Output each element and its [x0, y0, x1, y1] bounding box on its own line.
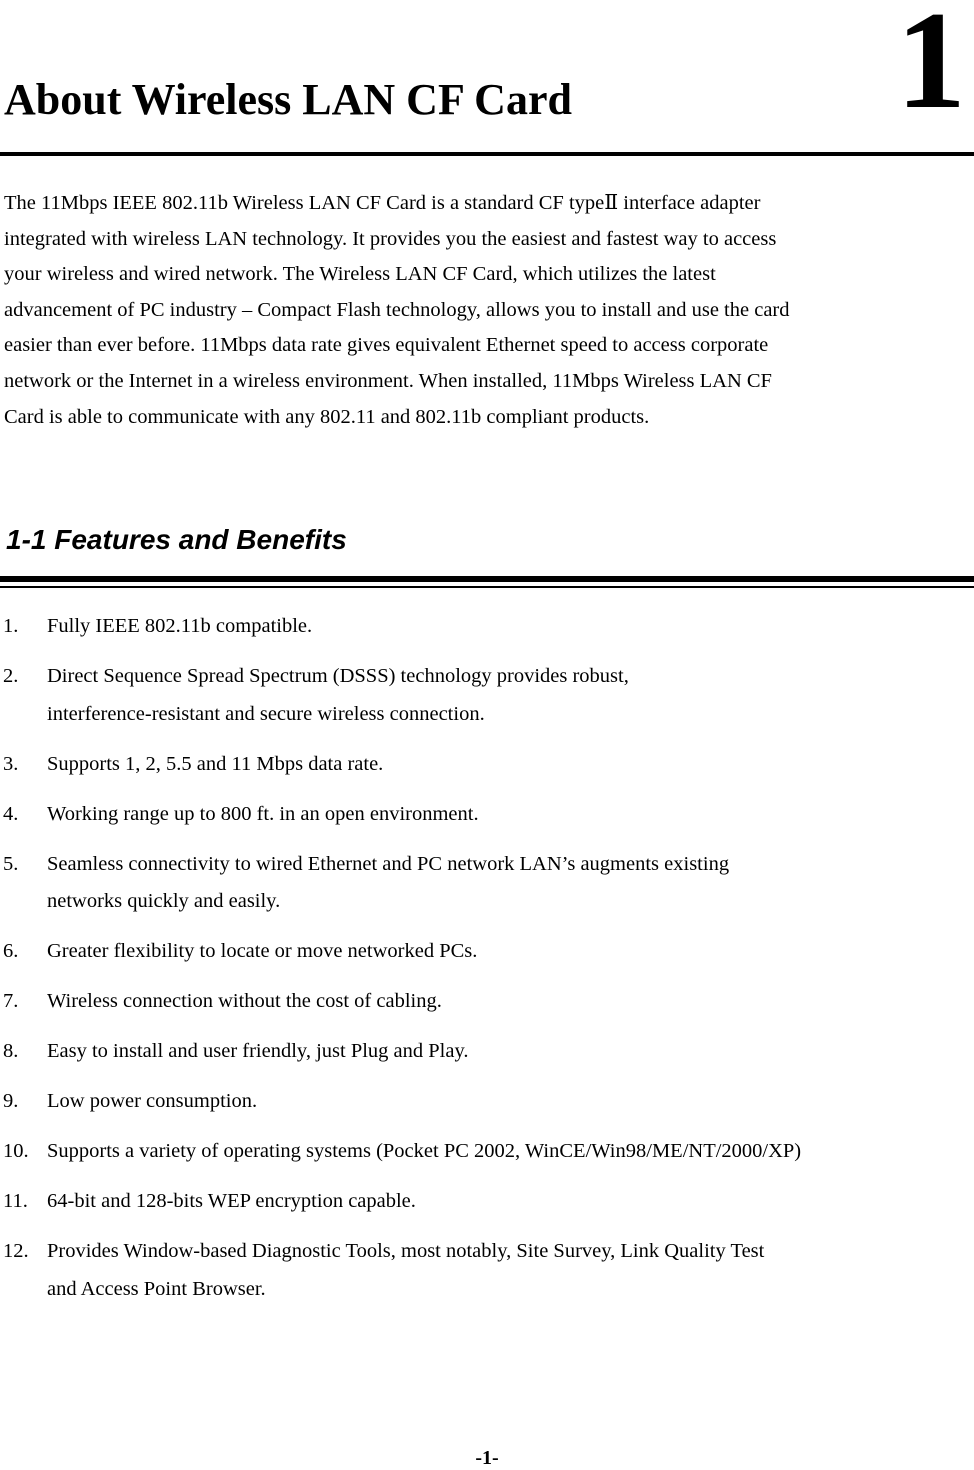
feature-number: 4.: [3, 802, 19, 825]
feature-number: 9.: [3, 1090, 19, 1112]
page-number: -1-: [475, 1447, 499, 1469]
intro-line: easier than ever before. 11Mbps data rate gives equivalent Ethernet speed to access corporate: [4, 334, 769, 357]
feature-item: [0, 1083, 974, 1121]
intro-line: Card is able to communicate with any 802.11 and 802.11b compliant products.: [4, 405, 650, 428]
feature-text: Working range up to 800 ft. in an open environment.: [47, 802, 479, 825]
feature-item: [0, 1133, 974, 1171]
feature-item: [0, 1233, 974, 1308]
feature-number: 3.: [3, 752, 19, 775]
section-heading: 1-1 Features and Benefits: [6, 524, 347, 555]
feature-text-continued: networks quickly and easily.: [47, 890, 281, 912]
intro-line: network or the Internet in a wireless environment. When installed, 11Mbps Wireless LAN CF: [4, 369, 772, 392]
intro-line: integrated with wireless LAN technology. It provides you the easiest and fastest way to access: [4, 227, 777, 250]
features-list: [0, 608, 974, 1321]
feature-text: 64-bit and 128-bits WEP encryption capable.: [47, 1190, 416, 1212]
feature-item: [0, 1033, 974, 1071]
feature-number: 1.: [3, 615, 19, 637]
intro-line: advancement of PC industry – Compact Flash technology, allows you to install and use the card: [4, 298, 790, 321]
feature-item: [0, 846, 974, 921]
feature-number: 5.: [3, 852, 19, 875]
feature-number: 7.: [3, 990, 19, 1012]
section-divider-thick: [0, 576, 974, 582]
section-divider-thin: [0, 586, 974, 588]
feature-text: Direct Sequence Spread Spectrum (DSSS) technology provides robust,: [47, 665, 629, 687]
feature-text: Greater flexibility to locate or move networked PCs.: [47, 940, 478, 962]
intro-line: The 11Mbps IEEE 802.11b Wireless LAN CF Card is a standard CF typeⅡ interface adapter: [4, 192, 761, 214]
feature-text-continued: and Access Point Browser.: [47, 1277, 266, 1300]
feature-number: 2.: [3, 665, 19, 687]
feature-text: Seamless connectivity to wired Ethernet and PC network LAN’s augments existing: [47, 852, 730, 875]
feature-item: [0, 796, 974, 834]
feature-item: [0, 746, 974, 784]
feature-number: 6.: [3, 940, 19, 962]
feature-text: Low power consumption.: [47, 1090, 258, 1112]
feature-number: 8.: [3, 1040, 19, 1062]
feature-number: 10.: [3, 1140, 29, 1162]
feature-item: [0, 608, 974, 646]
intro-paragraph: [4, 186, 968, 435]
feature-text: Wireless connection without the cost of cabling.: [47, 990, 442, 1012]
feature-text: Supports 1, 2, 5.5 and 11 Mbps data rate.: [47, 752, 384, 775]
feature-text: Provides Window-based Diagnostic Tools, most notably, Site Survey, Link Quality Test: [47, 1240, 765, 1262]
feature-item: [0, 1183, 974, 1221]
chapter-title: About Wireless LAN CF Card: [4, 75, 572, 124]
feature-number: 11.: [3, 1190, 28, 1212]
feature-text: Fully IEEE 802.11b compatible.: [47, 615, 313, 637]
feature-number: 12.: [3, 1240, 29, 1262]
chapter-divider: [0, 152, 974, 156]
chapter-number: 1: [896, 0, 966, 138]
feature-item: [0, 658, 974, 733]
feature-text: Supports a variety of operating systems (Pocket PC 2002, WinCE/Win98/ME/NT/2000/XP): [47, 1140, 802, 1162]
feature-item: [0, 983, 974, 1021]
feature-text: Easy to install and user friendly, just Plug and Play.: [47, 1040, 469, 1062]
feature-item: [0, 933, 974, 971]
intro-line: your wireless and wired network. The Wireless LAN CF Card, which utilizes the latest: [4, 263, 716, 286]
feature-text-continued: interference-resistant and secure wireless connection.: [47, 702, 485, 725]
